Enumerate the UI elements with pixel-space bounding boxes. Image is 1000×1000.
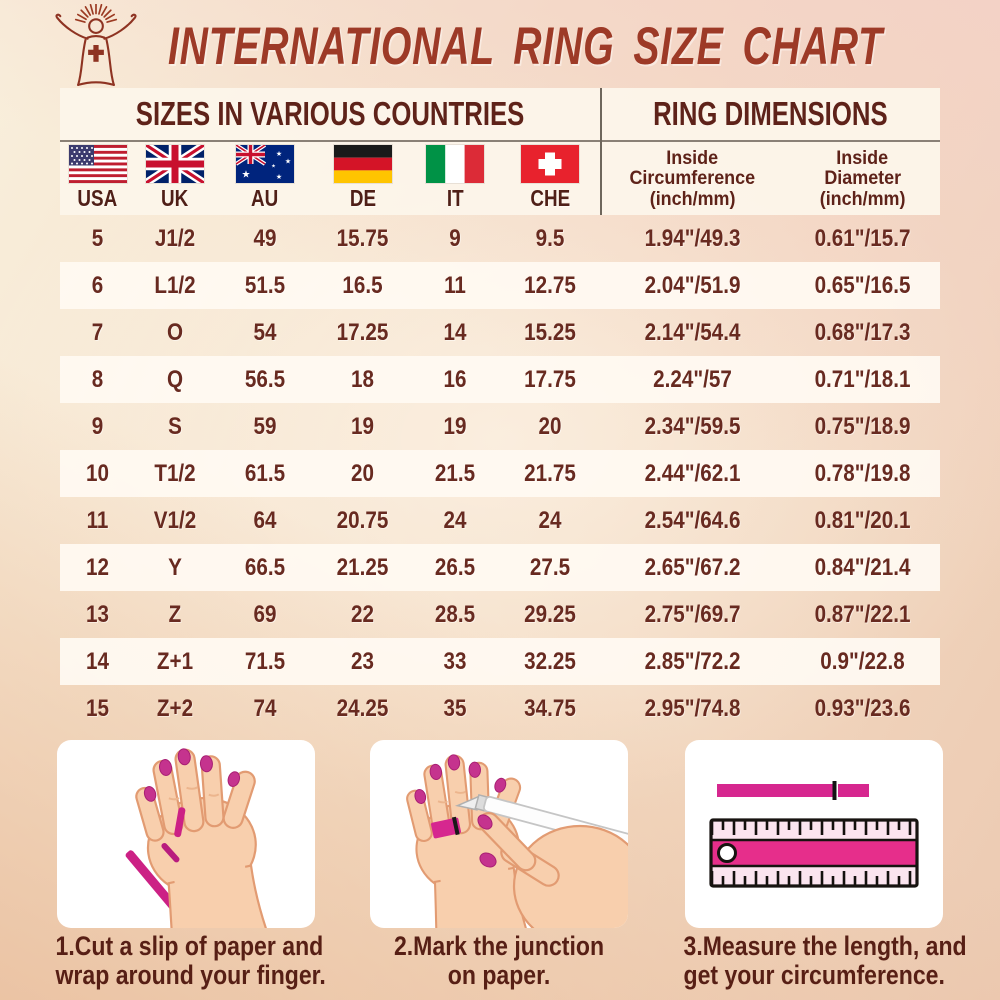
column-label: USA: [77, 185, 118, 211]
table-cell: 61.5: [244, 459, 286, 487]
table-cell: L1/2: [154, 271, 196, 299]
svg-text:★: ★: [271, 163, 276, 170]
table-cell: 0.78"/19.8: [814, 459, 911, 487]
table-cell: 9.5: [535, 224, 565, 252]
table-cell: 0.93"/23.6: [814, 694, 911, 722]
column-header-uk: [135, 142, 215, 215]
table-cell: 20.75: [336, 506, 389, 534]
table-cell: 66.5: [244, 553, 286, 581]
table-cell: 28.5: [434, 600, 476, 628]
table-cell: 2.24"/57: [653, 365, 732, 393]
table-cell: 2.14"/54.4: [644, 318, 741, 346]
column-header-usa: [60, 142, 135, 215]
table-cell: 24: [538, 506, 562, 534]
table-cell: 59: [253, 412, 277, 440]
table-cell: S: [168, 412, 182, 440]
table-column-header-row: [60, 142, 940, 215]
table-cell: 0.84"/21.4: [814, 553, 911, 581]
table-cell: 51.5: [244, 271, 286, 299]
column-header-inside-circumference: Inside Circumference (inch/mm): [629, 146, 756, 210]
column-label: CHE: [530, 185, 570, 211]
table-cell: 34.75: [524, 694, 576, 722]
table-cell: 0.71"/18.1: [814, 365, 911, 393]
table-cell: 2.85"/72.2: [644, 647, 741, 675]
column-label: DE: [349, 185, 376, 211]
table-cell: 26.5: [434, 553, 476, 581]
table-cell: 24: [443, 506, 467, 534]
table-cell: 2.54"/64.6: [644, 506, 741, 534]
table-cell: 17.25: [336, 318, 389, 346]
australia-flag-icon: [236, 145, 294, 183]
table-cell: 54: [253, 318, 277, 346]
table-cell: 0.9"/22.8: [820, 647, 905, 675]
table-cell: 9: [91, 412, 104, 440]
svg-text:★: ★: [275, 173, 283, 181]
table-cell: 2.04"/51.9: [644, 271, 741, 299]
column-label: AU: [251, 185, 279, 211]
svg-text:★: ★: [275, 150, 283, 158]
table-row: [60, 497, 940, 544]
table-cell: 32.25: [524, 647, 576, 675]
column-label: IT: [446, 185, 464, 211]
table-cell: 15.75: [336, 224, 389, 252]
table-cell: 13: [86, 600, 109, 628]
instruction-panel-step2: [370, 740, 628, 928]
svg-text:★: ★: [284, 157, 292, 166]
table-row: [60, 450, 940, 497]
table-row: [60, 309, 940, 356]
table-cell: 12: [86, 553, 109, 581]
table-cell: 5: [91, 224, 104, 252]
table-cell: 0.87"/22.1: [814, 600, 911, 628]
hand-with-paper-strip-illustration: [57, 740, 315, 928]
table-cell: 20: [538, 412, 562, 440]
table-cell: 2.95"/74.8: [644, 694, 741, 722]
switzerland-flag-icon: [521, 145, 579, 183]
table-cell: 19: [443, 412, 467, 440]
page-title: INTERNATIONAL RING SIZE CHART: [168, 17, 883, 76]
table-cell: 29.25: [524, 600, 576, 628]
table-cell: 35: [443, 694, 467, 722]
table-cell: 11: [86, 506, 109, 534]
table-cell: 2.75"/69.7: [644, 600, 741, 628]
table-cell: 19: [351, 412, 374, 440]
column-header-che: [500, 142, 600, 215]
table-cell: 0.81"/20.1: [814, 506, 911, 534]
table-row: [60, 403, 940, 450]
table-cell: 7: [91, 318, 104, 346]
table-cell: 2.44"/62.1: [644, 459, 741, 487]
table-cell: 15: [86, 694, 109, 722]
table-row: [60, 262, 940, 309]
table-cell: Z: [168, 600, 182, 628]
table-cell: 6: [91, 271, 104, 299]
group-header-dimensions: RING DIMENSIONS: [652, 95, 888, 132]
column-header-au: [215, 142, 315, 215]
table-row: [60, 591, 940, 638]
table-cell: 71.5: [244, 647, 286, 675]
uk-flag-icon: [146, 145, 204, 183]
table-cell: 27.5: [529, 553, 571, 581]
table-cell: 14: [86, 647, 109, 675]
table-cell: 20: [351, 459, 374, 487]
table-cell: 10: [86, 459, 109, 487]
table-cell: 16: [443, 365, 467, 393]
table-cell: 69: [253, 600, 277, 628]
table-cell: 64: [253, 506, 277, 534]
table-cell: 2.34"/59.5: [644, 412, 741, 440]
table-row: [60, 544, 940, 591]
table-cell: 12.75: [524, 271, 576, 299]
table-cell: 0.68"/17.3: [814, 318, 911, 346]
table-row: [60, 638, 940, 685]
column-label: UK: [161, 185, 189, 211]
table-cell: 21.75: [524, 459, 576, 487]
column-header-inside-diameter: Inside Diameter (inch/mm): [819, 146, 906, 210]
usa-flag-icon: [69, 145, 127, 183]
table-cell: 23: [351, 647, 374, 675]
hands-marking-with-pen-illustration: [370, 740, 628, 928]
table-cell: Q: [166, 365, 184, 393]
table-cell: 17.75: [524, 365, 576, 393]
table-row: [60, 685, 940, 732]
table-row: [60, 356, 940, 403]
table-cell: 33: [443, 647, 467, 675]
table-header-panel: [60, 88, 940, 215]
ruler-measuring-strip-illustration: [685, 740, 943, 928]
table-cell: J1/2: [154, 224, 196, 252]
instruction-panel-step1: [57, 740, 315, 928]
jesus-with-rays-logo-icon: [33, 4, 159, 86]
table-cell: 0.65"/16.5: [814, 271, 911, 299]
table-cell: 49: [253, 224, 277, 252]
instruction-caption-step3: 3.Measure the length, and get your circumference.: [683, 931, 967, 990]
svg-text:★: ★: [241, 169, 251, 181]
table-cell: 21.25: [336, 553, 389, 581]
table-group-header-row: [60, 88, 940, 140]
table-cell: Y: [168, 553, 182, 581]
table-cell: 22: [351, 600, 374, 628]
table-row: [60, 215, 940, 262]
instruction-caption-step1: 1.Cut a slip of paper and wrap around your finger.: [55, 931, 326, 990]
column-header-de: [315, 142, 410, 215]
table-cell: 9: [449, 224, 461, 252]
table-cell: 1.94"/49.3: [644, 224, 741, 252]
table-cell: Z+2: [156, 694, 194, 722]
table-cell: 15.25: [524, 318, 576, 346]
table-cell: 21.5: [434, 459, 476, 487]
table-cell: T1/2: [154, 459, 196, 487]
italy-flag-icon: [426, 145, 484, 183]
table-cell: 0.75"/18.9: [814, 412, 911, 440]
table-cell: 2.65"/67.2: [644, 553, 741, 581]
table-cell: 14: [443, 318, 467, 346]
instruction-panel-step3: [685, 740, 943, 928]
table-cell: 0.61"/15.7: [814, 224, 911, 252]
germany-flag-icon: [334, 145, 392, 183]
table-cell: 11: [444, 271, 466, 299]
table-cell: 16.5: [342, 271, 383, 299]
table-cell: 24.25: [336, 694, 389, 722]
table-cell: Z+1: [156, 647, 194, 675]
column-header-it: [410, 142, 500, 215]
instruction-caption-step2: 2.Mark the junction on paper.: [393, 931, 605, 990]
table-cell: O: [166, 318, 184, 346]
group-header-countries: SIZES IN VARIOUS COUNTRIES: [135, 95, 525, 132]
table-cell: V1/2: [153, 506, 197, 534]
table-cell: 18: [351, 365, 374, 393]
table-cell: 56.5: [244, 365, 286, 393]
table-cell: 8: [91, 365, 104, 393]
table-cell: 74: [253, 694, 277, 722]
